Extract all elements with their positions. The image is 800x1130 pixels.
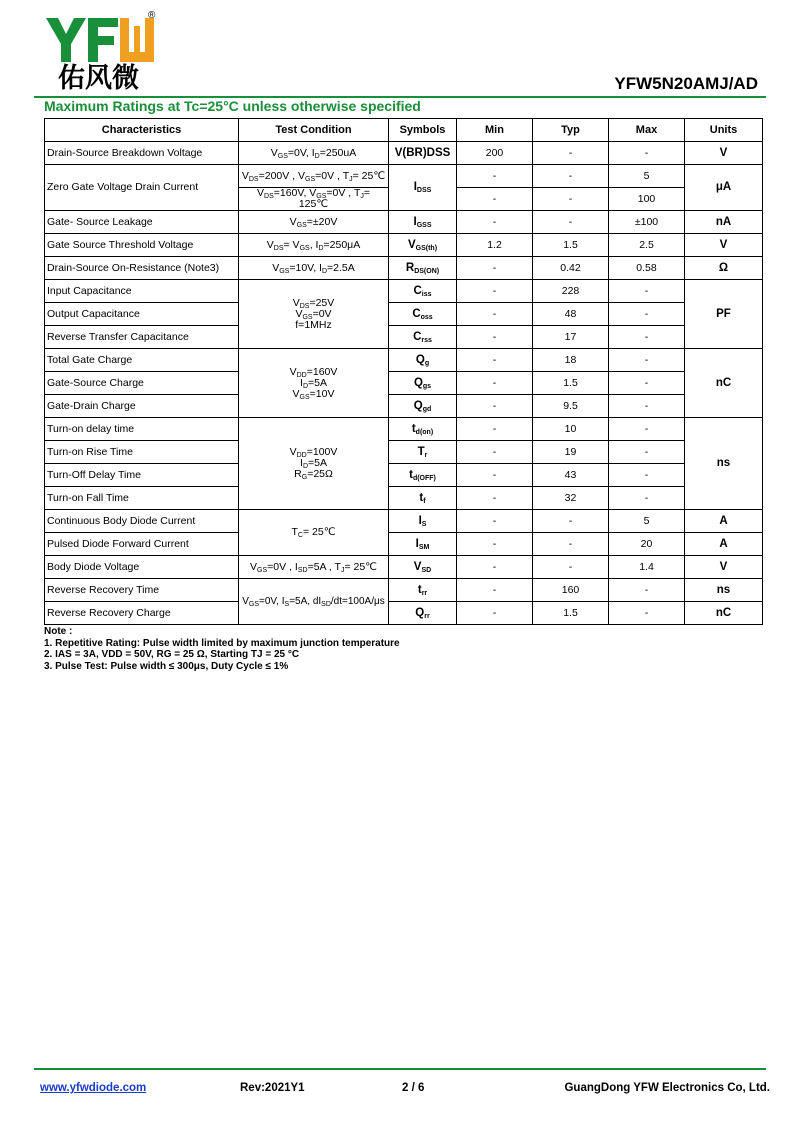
symbol: $V_{GS(th)}$ xyxy=(389,234,457,257)
symbol: $Q_{gd}$ xyxy=(389,395,457,418)
unit: ns xyxy=(685,579,763,602)
table-row xyxy=(45,165,763,188)
min-value: - xyxy=(457,510,533,533)
unit: nA xyxy=(685,211,763,234)
max-value: 5 xyxy=(609,510,685,533)
min-value: - xyxy=(457,487,533,510)
typ-value: - xyxy=(533,556,609,579)
characteristic: Continuous Body Diode Current xyxy=(45,510,239,533)
max-value: - xyxy=(609,142,685,165)
symbol: $I_{GSS}$ xyxy=(389,211,457,234)
typ-value: 32 xyxy=(533,487,609,510)
min-value: - xyxy=(457,395,533,418)
col-min: Min xyxy=(457,119,533,142)
test-condition: $V_{GS}=0V$, $I_D=250uA$ xyxy=(239,142,389,165)
test-condition: $V_{GS}=\pm 20V$ xyxy=(239,211,389,234)
min-value: - xyxy=(457,602,533,625)
test-condition: $V_{GS}=0V$, $I_S=5A$, $dI_{SD}/dt=100A/\mu s$ xyxy=(239,579,389,625)
col-symbols: Symbols xyxy=(389,119,457,142)
col-max: Max xyxy=(609,119,685,142)
characteristic: Reverse Transfer Capacitance xyxy=(45,326,239,349)
table-row xyxy=(45,395,763,418)
typ-value: - xyxy=(533,165,609,188)
symbol: $Q_{rr}$ xyxy=(389,602,457,625)
test-condition: $V_{DS}= V_{GS}$, $I_D=250\mu A$ xyxy=(239,234,389,257)
logo-chinese-name: 佑风微 xyxy=(58,63,139,94)
min-value: 200 xyxy=(457,142,533,165)
col-typ: Typ xyxy=(533,119,609,142)
min-value: - xyxy=(457,579,533,602)
test-condition: $V_{DS}=160V$, $V_{GS}=0V$ , $T_J=$ 125℃ xyxy=(239,188,389,211)
max-value: - xyxy=(609,602,685,625)
min-value: - xyxy=(457,533,533,556)
characteristic: Gate- Source Leakage xyxy=(45,211,239,234)
characteristic: Turn-on delay time xyxy=(45,418,239,441)
unit: nC xyxy=(685,602,763,625)
max-value: 2.5 xyxy=(609,234,685,257)
col-test-condition: Test Condition xyxy=(239,119,389,142)
symbol: $t_f$ xyxy=(389,487,457,510)
table-row xyxy=(45,372,763,395)
typ-value: 0.42 xyxy=(533,257,609,280)
typ-value: 19 xyxy=(533,441,609,464)
typ-value: 1.5 xyxy=(533,602,609,625)
unit: V xyxy=(685,556,763,579)
max-value: - xyxy=(609,579,685,602)
footer-rule xyxy=(34,1068,766,1070)
min-value: - xyxy=(457,257,533,280)
max-value: - xyxy=(609,303,685,326)
characteristic: Gate Source Threshold Voltage xyxy=(45,234,239,257)
typ-value: 228 xyxy=(533,280,609,303)
max-value: - xyxy=(609,280,685,303)
max-value: ±100 xyxy=(609,211,685,234)
min-value: - xyxy=(457,165,533,188)
website-link[interactable]: www.yfwdiode.com xyxy=(40,1082,147,1094)
table-row xyxy=(45,234,763,257)
footer-company: GuangDong YFW Electronics Co, Ltd. xyxy=(564,1082,770,1094)
min-value: - xyxy=(457,349,533,372)
max-value: - xyxy=(609,487,685,510)
symbol: $I_S$ xyxy=(389,510,457,533)
symbol: $I_{DSS}$ xyxy=(389,165,457,211)
note-2: 2. IAS = 3A, VDD = 50V, RG = 25 Ω, Starting TJ = 25 °C xyxy=(44,649,300,660)
max-value: 0.58 xyxy=(609,257,685,280)
col-units: Units xyxy=(685,119,763,142)
symbol: $Q_g$ xyxy=(389,349,457,372)
typ-value: 18 xyxy=(533,349,609,372)
typ-value: - xyxy=(533,533,609,556)
min-value: - xyxy=(457,441,533,464)
symbol: $C_{oss}$ xyxy=(389,303,457,326)
max-value: - xyxy=(609,418,685,441)
min-value: - xyxy=(457,372,533,395)
symbol: $t_{rr}$ xyxy=(389,579,457,602)
notes-title: Note : xyxy=(44,626,73,637)
typ-value: 43 xyxy=(533,464,609,487)
min-value: - xyxy=(457,303,533,326)
col-characteristics: Characteristics xyxy=(45,119,239,142)
min-value: - xyxy=(457,211,533,234)
unit: V xyxy=(685,142,763,165)
symbol: $C_{rss}$ xyxy=(389,326,457,349)
table-row xyxy=(45,142,763,165)
symbol: $T_r$ xyxy=(389,441,457,464)
table-row xyxy=(45,510,763,533)
max-value: - xyxy=(609,464,685,487)
characteristic: Gate-Drain Charge xyxy=(45,395,239,418)
symbol: $t_{d(OFF)}$ xyxy=(389,464,457,487)
characteristic: Total Gate Charge xyxy=(45,349,239,372)
characteristic: Drain-Source On-Resistance (Note3) xyxy=(45,257,239,280)
typ-value: 48 xyxy=(533,303,609,326)
unit: A xyxy=(685,533,763,556)
typ-value: 17 xyxy=(533,326,609,349)
table-row xyxy=(45,280,763,303)
typ-value: - xyxy=(533,510,609,533)
characteristic: Input Capacitance xyxy=(45,280,239,303)
table-header-row xyxy=(45,119,763,142)
typ-value: 160 xyxy=(533,579,609,602)
typ-value: 9.5 xyxy=(533,395,609,418)
test-condition: $V_{DD}=160V$ $I_D=5A$ $V_{GS}=10V$ xyxy=(239,349,389,418)
characteristic: Reverse Recovery Charge xyxy=(45,602,239,625)
symbol: $C_{iss}$ xyxy=(389,280,457,303)
min-value: - xyxy=(457,188,533,211)
characteristic: Reverse Recovery Time xyxy=(45,579,239,602)
test-condition: $V_{GS}=10V$, $I_D=2.5A$ xyxy=(239,257,389,280)
section-title: Maximum Ratings at Tc=25°C unless otherwise specified xyxy=(44,98,421,114)
typ-value: 10 xyxy=(533,418,609,441)
test-condition: $V_{GS}=0V$ , $I_{SD}=5A$ , $T_J=$ 25℃ xyxy=(239,556,389,579)
symbol: $I_{SM}$ xyxy=(389,533,457,556)
typ-value: - xyxy=(533,142,609,165)
ratings-table xyxy=(44,118,763,625)
table-row xyxy=(45,556,763,579)
test-condition: $V_{DD}=100V$ $I_D=5A$ $R_G=25\Omega$ xyxy=(239,418,389,510)
unit: nC xyxy=(685,349,763,418)
table-row xyxy=(45,487,763,510)
table-row xyxy=(45,533,763,556)
table-row xyxy=(45,602,763,625)
footer-revision: Rev:2021Y1 xyxy=(240,1082,305,1094)
max-value: - xyxy=(609,372,685,395)
table-row xyxy=(45,441,763,464)
max-value: 100 xyxy=(609,188,685,211)
table-row xyxy=(45,303,763,326)
footer-page-number: 2 / 6 xyxy=(402,1082,425,1094)
table-row xyxy=(45,326,763,349)
max-value: - xyxy=(609,395,685,418)
note-1: 1. Repetitive Rating: Pulse width limited by maximum junction temperature xyxy=(44,637,400,649)
characteristic: Turn-Off Delay Time xyxy=(45,464,239,487)
characteristic: Zero Gate Voltage Drain Current xyxy=(45,165,239,211)
min-value: 1.2 xyxy=(457,234,533,257)
min-value: - xyxy=(457,326,533,349)
table-row xyxy=(45,418,763,441)
table-row xyxy=(45,464,763,487)
registered-mark: ® xyxy=(148,10,156,21)
table-row xyxy=(45,349,763,372)
characteristic: Output Capacitance xyxy=(45,303,239,326)
characteristic: Pulsed Diode Forward Current xyxy=(45,533,239,556)
table-row xyxy=(45,257,763,280)
unit: PF xyxy=(685,280,763,349)
unit: μA xyxy=(685,165,763,211)
symbol: $t_{d(on)}$ xyxy=(389,418,457,441)
symbol: V(BR)DSS xyxy=(389,142,457,165)
test-condition: $V_{DS}=25V$ $V_{GS}=0V$ f=1MHz xyxy=(239,280,389,349)
unit: Ω xyxy=(685,257,763,280)
min-value: - xyxy=(457,418,533,441)
min-value: - xyxy=(457,280,533,303)
max-value: - xyxy=(609,326,685,349)
unit: ns xyxy=(685,418,763,510)
characteristic: Turn-on Fall Time xyxy=(45,487,239,510)
test-condition: $T_C=$ 25℃ xyxy=(239,510,389,556)
max-value: 1.4 xyxy=(609,556,685,579)
note-3: 3. Pulse Test: Pulse width ≤ 300μs, Duty Cycle ≤ 1% xyxy=(44,660,289,672)
typ-value: - xyxy=(533,188,609,211)
max-value: 5 xyxy=(609,165,685,188)
symbol: $Q_{gs}$ xyxy=(389,372,457,395)
characteristic: Turn-on Rise Time xyxy=(45,441,239,464)
table-row xyxy=(45,211,763,234)
notes xyxy=(44,626,400,672)
characteristic: Drain-Source Breakdown Voltage xyxy=(45,142,239,165)
typ-value: - xyxy=(533,211,609,234)
symbol: $R_{DS(ON)}$ xyxy=(389,257,457,280)
characteristic: Body Diode Voltage xyxy=(45,556,239,579)
symbol: $V_{SD}$ xyxy=(389,556,457,579)
typ-value: 1.5 xyxy=(533,234,609,257)
unit: A xyxy=(685,510,763,533)
max-value: 20 xyxy=(609,533,685,556)
footer-website[interactable] xyxy=(40,1082,146,1094)
typ-value: 1.5 xyxy=(533,372,609,395)
max-value: - xyxy=(609,349,685,372)
characteristic: Gate-Source Charge xyxy=(45,372,239,395)
min-value: - xyxy=(457,556,533,579)
max-value: - xyxy=(609,441,685,464)
min-value: - xyxy=(457,464,533,487)
table-row xyxy=(45,579,763,602)
unit: V xyxy=(685,234,763,257)
test-condition: $V_{DS}=200V$ , $V_{GS}=0V$ , $T_J=$ 25℃ xyxy=(239,165,389,188)
part-number: YFW5N20AMJ/AD xyxy=(614,74,758,93)
